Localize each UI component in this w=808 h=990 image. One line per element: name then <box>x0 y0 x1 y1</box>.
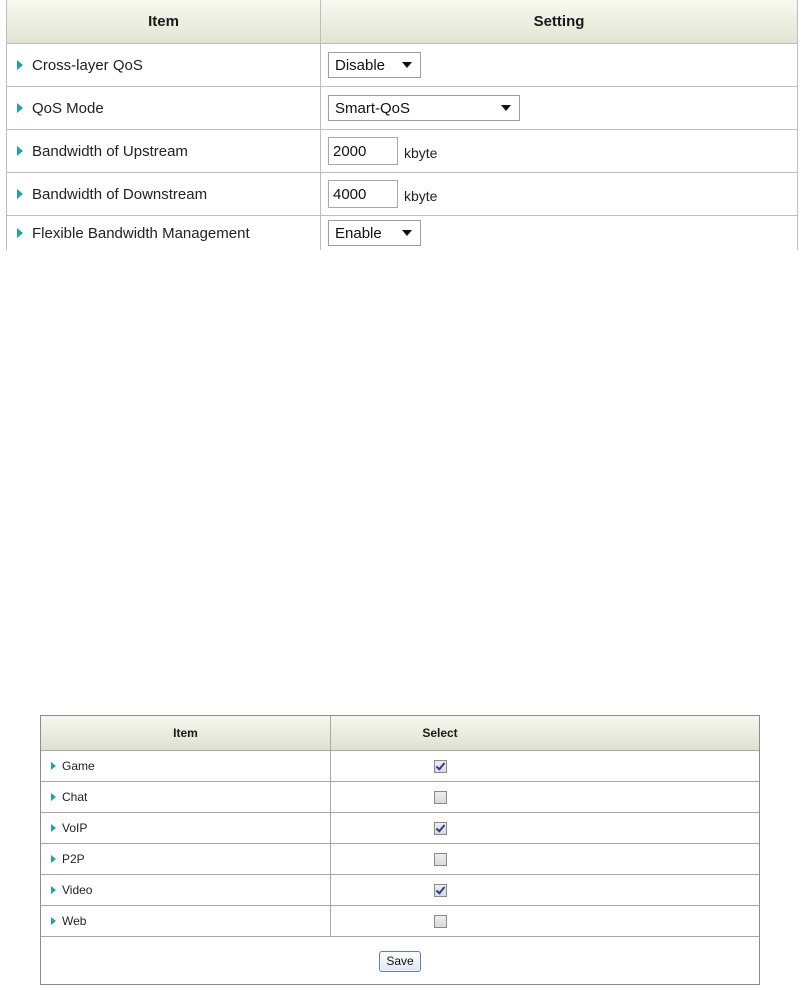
downstream-input[interactable]: 4000 <box>328 180 398 208</box>
chevron-down-icon <box>501 105 511 111</box>
row-label: Game <box>62 759 95 773</box>
qos-mode-select[interactable]: Smart-QoS <box>328 95 520 121</box>
triangle-right-icon <box>51 886 56 894</box>
row-label: VoIP <box>62 821 88 835</box>
unit-label: kbyte <box>404 188 438 204</box>
row-game <box>41 751 759 782</box>
flexible-bandwidth-select[interactable]: Enable <box>328 220 421 246</box>
row-label: Bandwidth of Upstream <box>32 142 188 160</box>
row-label: Bandwidth of Downstream <box>32 185 208 203</box>
video-checkbox[interactable] <box>434 884 447 897</box>
row-video <box>41 875 759 906</box>
triangle-right-icon <box>17 146 23 156</box>
table-header <box>7 0 797 44</box>
triangle-right-icon <box>17 228 23 238</box>
row-label: Video <box>62 883 93 897</box>
game-checkbox[interactable] <box>434 760 447 773</box>
triangle-right-icon <box>17 103 23 113</box>
row-label: Web <box>62 914 87 928</box>
row-flexible-bandwidth <box>7 216 797 250</box>
header-item: Item <box>7 0 321 43</box>
table-header <box>41 716 759 751</box>
row-bandwidth-downstream <box>7 173 797 216</box>
web-checkbox[interactable] <box>434 915 447 928</box>
triangle-right-icon <box>51 824 56 832</box>
save-button[interactable]: Save <box>379 951 420 972</box>
qos-settings-table <box>6 0 798 250</box>
header-item: Item <box>41 716 331 750</box>
row-label: Chat <box>62 790 88 804</box>
triangle-right-icon <box>51 793 56 801</box>
row-voip <box>41 813 759 844</box>
row-label: P2P <box>62 852 85 866</box>
unit-label: kbyte <box>404 145 438 161</box>
row-chat <box>41 782 759 813</box>
chevron-down-icon <box>402 230 412 236</box>
row-bandwidth-upstream <box>7 130 797 173</box>
row-label: QoS Mode <box>32 99 104 117</box>
header-setting: Setting <box>533 13 585 30</box>
triangle-right-icon <box>17 189 23 199</box>
triangle-right-icon <box>17 60 23 70</box>
cross-layer-qos-select[interactable]: Disable <box>328 52 421 78</box>
save-row <box>41 937 759 985</box>
triangle-right-icon <box>51 855 56 863</box>
triangle-right-icon <box>51 762 56 770</box>
chat-checkbox[interactable] <box>434 791 447 804</box>
p2p-checkbox[interactable] <box>434 853 447 866</box>
row-p2p <box>41 844 759 875</box>
header-select: Select <box>422 726 458 740</box>
row-web <box>41 906 759 937</box>
row-cross-layer-qos <box>7 44 797 87</box>
row-label: Flexible Bandwidth Management <box>32 224 250 242</box>
upstream-input[interactable]: 2000 <box>328 137 398 165</box>
triangle-right-icon <box>51 917 56 925</box>
row-qos-mode <box>7 87 797 130</box>
voip-checkbox[interactable] <box>434 822 447 835</box>
row-label: Cross-layer QoS <box>32 56 143 74</box>
application-select-table <box>40 715 760 985</box>
chevron-down-icon <box>402 62 412 68</box>
